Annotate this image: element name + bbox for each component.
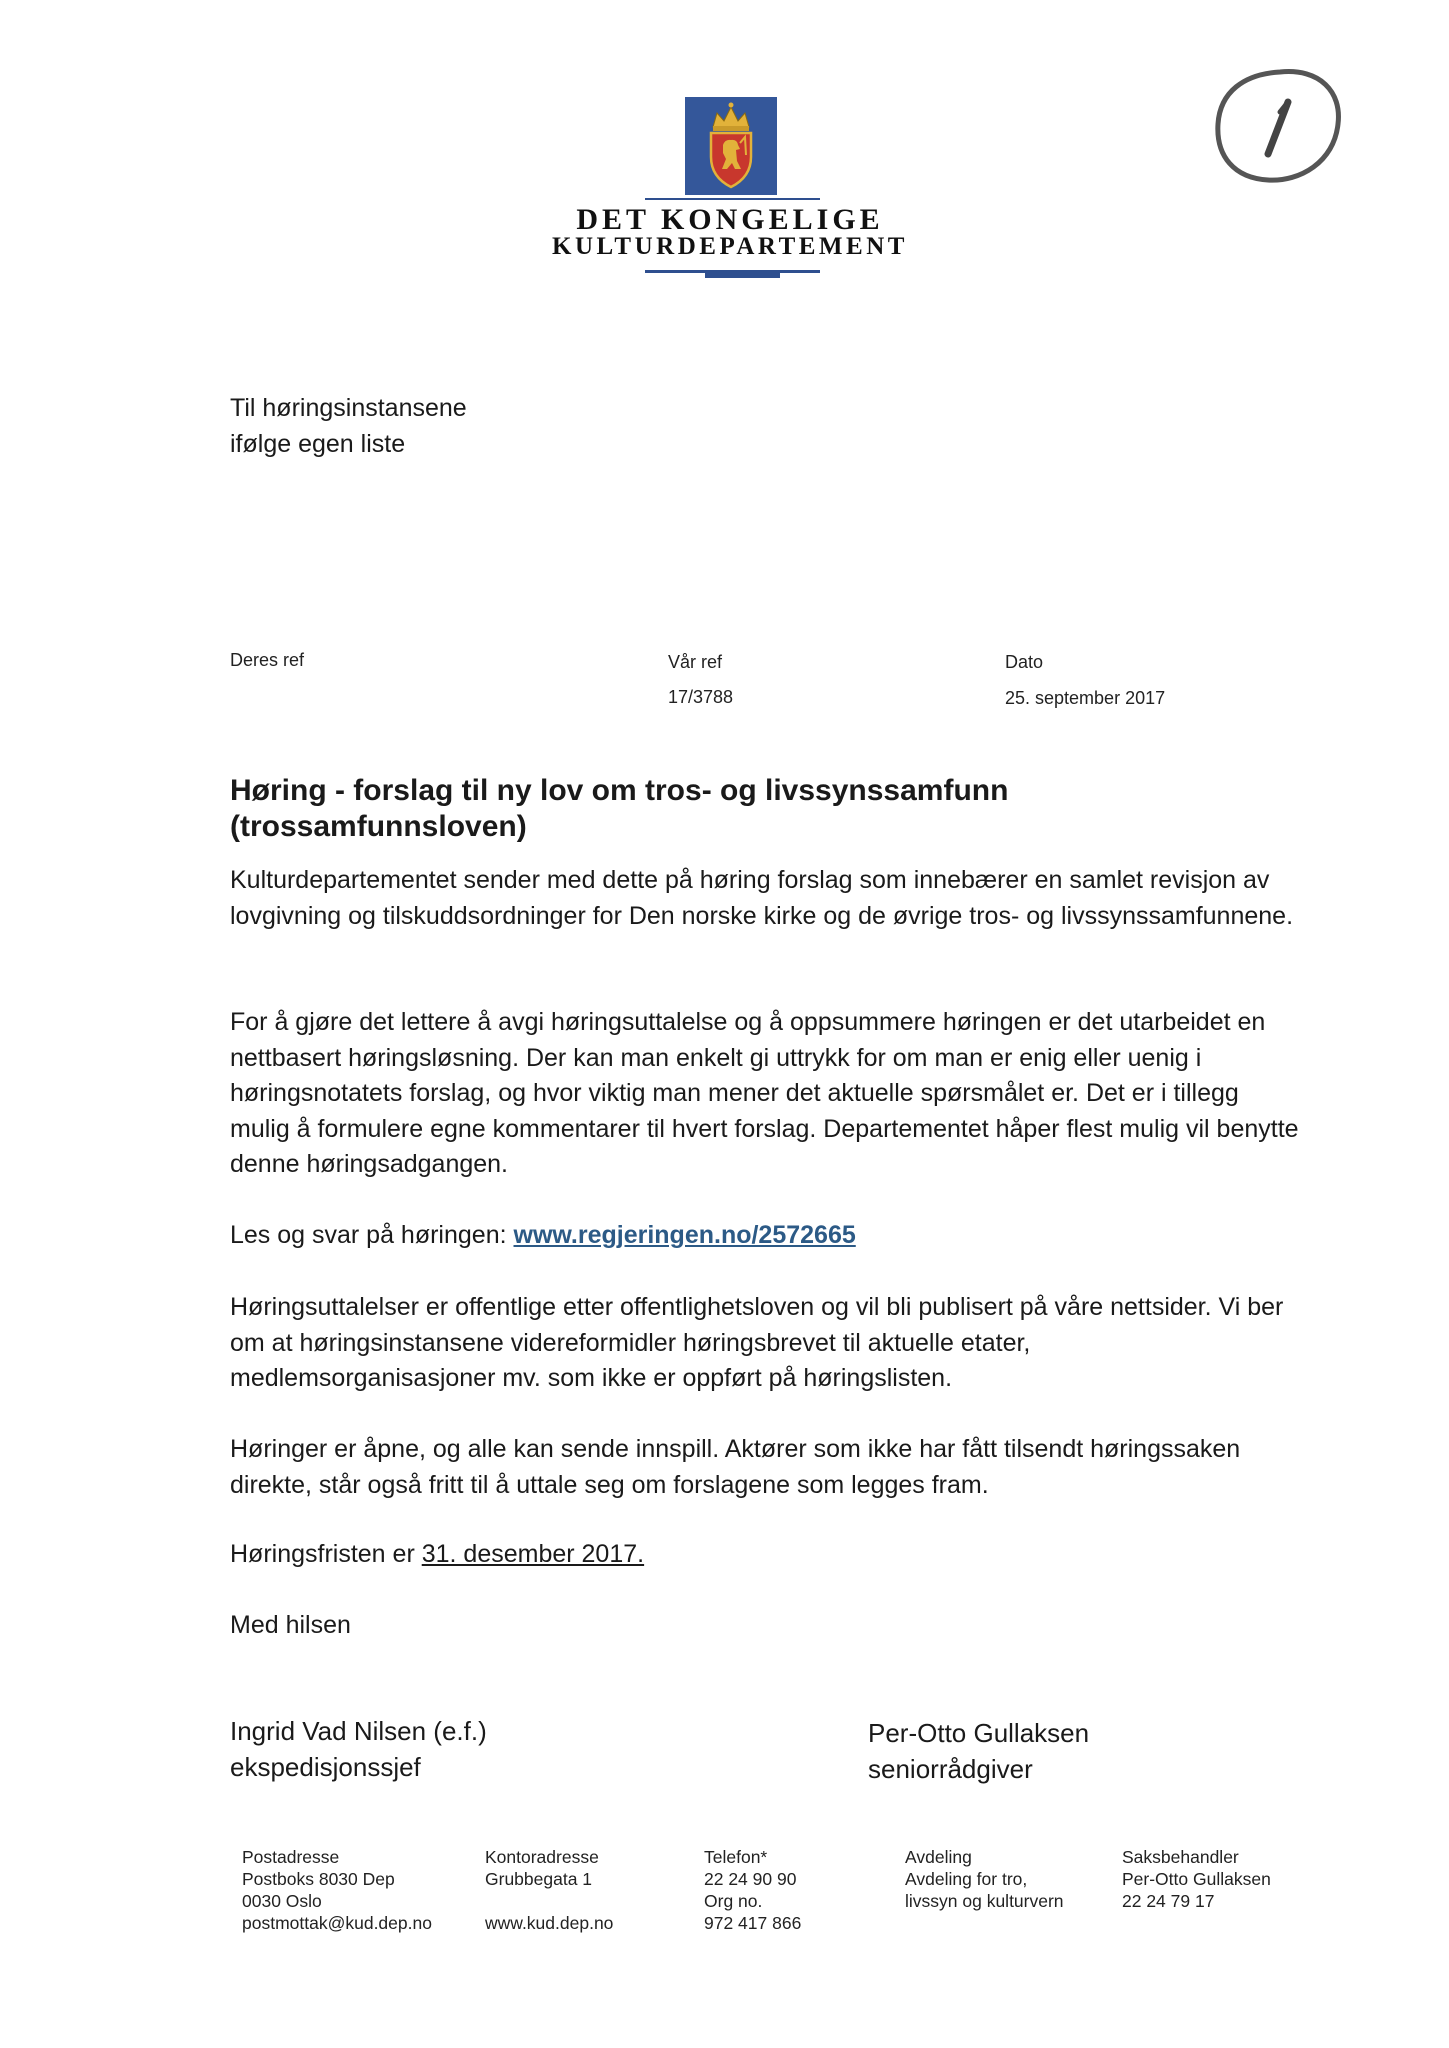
letterhead-line1: DET KONGELIGE xyxy=(576,203,884,236)
lion-crest-icon xyxy=(685,97,777,195)
signature-left xyxy=(230,1713,487,1785)
signer-right-name: Per-Otto Gullaksen xyxy=(868,1718,1090,1748)
title-line2: (trossamfunnsloven) xyxy=(230,810,527,843)
paragraph-publicity: Høringsuttalelser er offentlige etter offentlighetsloven og vil bli publisert på våre nettsider. Vi ber om at høringsinstansene videreformidler høringsbrevet til aktuelle etater, medlemsorganisasjoner mv. som ikke er oppført på høringslisten. xyxy=(230,1293,1284,1392)
footer-saksbehandler-name: Per-Otto Gullaksen xyxy=(1122,1869,1271,1889)
var-ref-value: 17/3788 xyxy=(668,687,734,707)
var-ref-label: Vår ref xyxy=(668,652,723,672)
footer-postadresse-label: Postadresse xyxy=(242,1847,340,1867)
signer-left-name: Ingrid Vad Nilsen (e.f.) xyxy=(230,1716,487,1746)
letterhead-rule-accent xyxy=(705,272,780,278)
paragraph-online-solution: For å gjøre det lettere å avgi høringsuttalelse og å oppsummere høringen er det utarbeidet en nettbasert høringsløsning. Der kan man enkelt gi uttrykk for om man er enig eller uenig i høringsnotatets forslag, og hvor viktig man mener det aktuelle spørsmålet er. Det er i tillegg mulig å formulere egne kommentarer til hvert forslag. Departementet håper flest mulig vil benytte denne høringsadgangen. xyxy=(230,1008,1299,1178)
letterhead-rule-top xyxy=(645,198,820,200)
recipient-line1: Til høringsinstansene xyxy=(230,394,467,422)
footer-postadresse-city: 0030 Oslo xyxy=(242,1891,322,1911)
footer-kontoradresse-street: Grubbegata 1 xyxy=(485,1869,593,1889)
title-line1: Høring - forslag til ny lov om tros- og livssynssamfunn xyxy=(230,774,1009,807)
footer-kontoradresse-label: Kontoradresse xyxy=(485,1847,599,1867)
footer-saksbehandler-label: Saksbehandler xyxy=(1122,1847,1239,1867)
footer-kontoradresse xyxy=(485,1846,613,1934)
footer-saksbehandler xyxy=(1122,1846,1271,1912)
paragraph-open-hearing: Høringer er åpne, og alle kan sende innspill. Aktører som ikke har fått tilsendt høringssaken direkte, står også fritt til å uttale seg om forslagene som legges fram. xyxy=(230,1435,1241,1499)
signer-right-title: seniorrådgiver xyxy=(868,1754,1033,1784)
footer-avdeling xyxy=(905,1846,1064,1912)
footer-telefon xyxy=(704,1846,801,1934)
signature-right xyxy=(868,1715,1089,1787)
footer-avdeling-line2: livssyn og kulturvern xyxy=(905,1891,1064,1911)
footer-website[interactable]: www.kud.dep.no xyxy=(485,1913,614,1933)
footer-telefon-number: 22 24 90 90 xyxy=(704,1869,797,1889)
footer-kontoradresse-blank xyxy=(485,1890,613,1912)
closing-greeting: Med hilsen xyxy=(230,1611,351,1639)
letter-title xyxy=(230,773,1230,845)
coat-of-arms-emblem xyxy=(685,97,777,195)
footer-orgno-value: 972 417 866 xyxy=(704,1913,802,1933)
footer-avdeling-line1: Avdeling for tro, xyxy=(905,1869,1028,1889)
deadline-prefix: Høringsfristen er xyxy=(230,1540,422,1568)
paragraph-link xyxy=(230,1218,1300,1254)
deres-ref-label: Deres ref xyxy=(230,650,305,670)
footer-saksbehandler-phone: 22 24 79 17 xyxy=(1122,1891,1215,1911)
footer-telefon-label: Telefon* xyxy=(704,1847,768,1867)
dato-label: Dato xyxy=(1005,652,1044,672)
recipient-block xyxy=(230,390,467,462)
handwritten-page-number-stamp xyxy=(1210,62,1345,192)
footer-orgno-label: Org no. xyxy=(704,1891,763,1911)
footer-email[interactable]: postmottak@kud.dep.no xyxy=(242,1913,432,1933)
footer-postadresse xyxy=(242,1846,432,1934)
dato-value: 25. september 2017 xyxy=(1005,688,1166,708)
footer-postadresse-box: Postboks 8030 Dep xyxy=(242,1869,395,1889)
paragraph-deadline xyxy=(230,1537,1300,1573)
letterhead-line2: KULTURDEPARTEMENT xyxy=(552,233,908,260)
hearing-link[interactable]: www.regjeringen.no/2572665 xyxy=(513,1221,856,1249)
recipient-line2: ifølge egen liste xyxy=(230,430,406,458)
paragraph-intro: Kulturdepartementet sender med dette på høring forslag som innebærer en samlet revisjon av lovgivning og tilskuddsordninger for Den norske kirke og de øvrige tros- og livssynssamfunnene. xyxy=(230,866,1294,930)
footer-avdeling-label: Avdeling xyxy=(905,1847,972,1867)
link-prefix: Les og svar på høringen: xyxy=(230,1221,514,1249)
deadline-date: 31. desember 2017. xyxy=(421,1540,645,1568)
signer-left-title: ekspedisjonssjef xyxy=(230,1752,421,1782)
